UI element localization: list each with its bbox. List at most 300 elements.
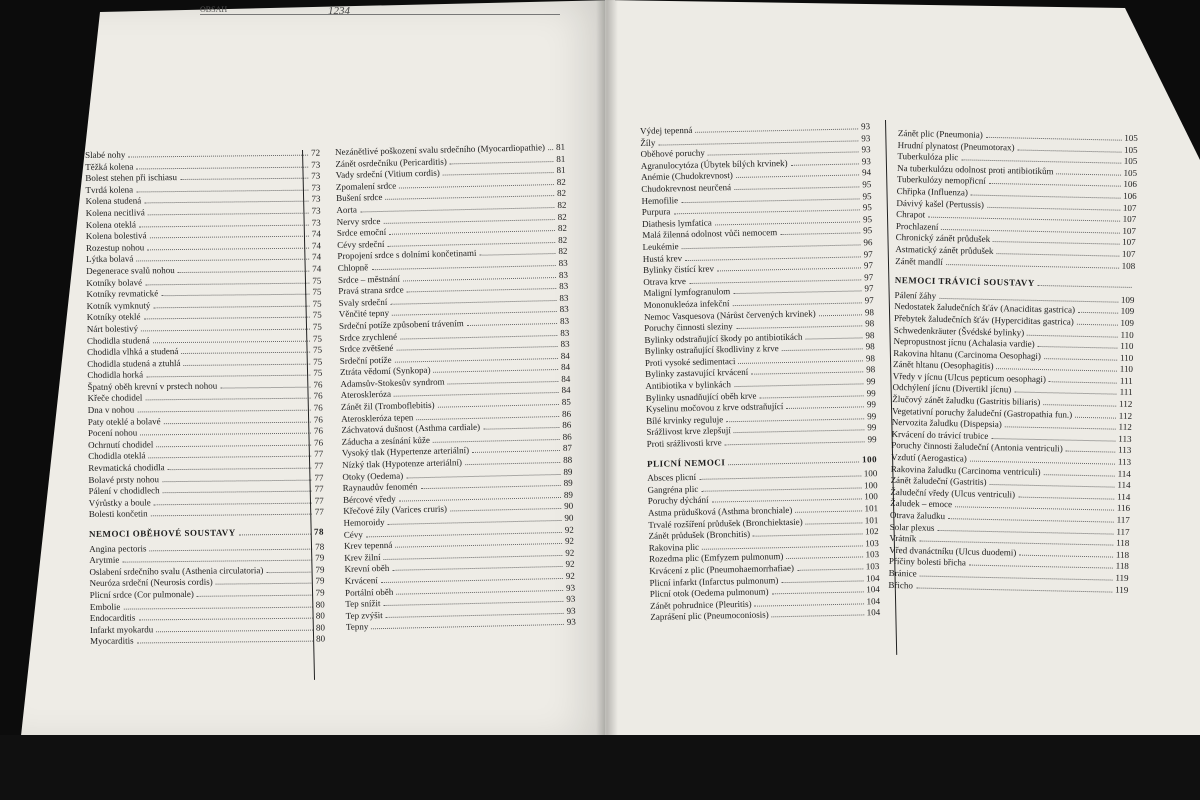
toc-entry-title: Infarkt myokardu — [89, 624, 154, 635]
toc-entry-title: Křeče chodidel — [87, 392, 143, 404]
dot-leader — [472, 444, 560, 453]
toc-entry-title: Poruchy dýchání — [647, 495, 709, 507]
toc-page-number: 103 — [865, 549, 880, 560]
toc-entry-title: Astma průdušková (Asthma bronchiale) — [648, 504, 793, 518]
toc-entry-title: Tvrdá kolena — [85, 184, 134, 195]
dot-leader — [381, 572, 563, 583]
toc-page-number: 76 — [313, 402, 323, 413]
dot-leader — [467, 317, 557, 326]
dot-leader — [465, 456, 560, 465]
toc-entry-title: Svaly srdeční — [338, 296, 388, 308]
toc-page-number: 76 — [313, 414, 323, 425]
dot-leader — [387, 514, 561, 525]
toc-entry-title: Krvácení do trávicí trubice — [891, 428, 989, 441]
toc-page-number: 83 — [560, 338, 570, 350]
toc-page-number: 113 — [1117, 456, 1132, 467]
dot-leader — [136, 253, 309, 262]
dot-leader — [795, 504, 861, 512]
dot-leader — [955, 501, 1114, 511]
toc-page-number: 73 — [311, 193, 321, 205]
dot-leader — [181, 346, 310, 354]
dot-leader — [396, 340, 557, 351]
toc-page-number: 90 — [564, 512, 574, 523]
toc-page-number: 82 — [557, 211, 567, 222]
toc-entry-title: Zánět osrdečníku (Pericarditis) — [335, 156, 447, 169]
toc-page-number: 98 — [865, 341, 875, 352]
toc-entry-title: Vrátník — [889, 533, 917, 544]
toc-page-number: 84 — [561, 385, 571, 396]
toc-page-number: 107 — [1122, 225, 1137, 236]
toc-page-number: 82 — [558, 234, 568, 245]
toc-entry-title: Odchýlení jícnu (Divertikl jícnu) — [892, 382, 1012, 395]
dot-leader — [736, 319, 863, 329]
toc-page-number: 79 — [315, 587, 325, 598]
toc-column-4 — [888, 128, 1138, 596]
toc-page-number: 75 — [312, 275, 322, 286]
dot-leader — [1066, 445, 1116, 453]
toc-page-number: 86 — [562, 419, 572, 431]
toc-page-number: 76 — [313, 425, 324, 436]
toc-entry-title: Nervozita žaludku (Dispepsia) — [891, 417, 1002, 430]
toc-page-number: 110 — [1120, 329, 1134, 340]
toc-entry-title: Astmatický zánět průdušek — [895, 243, 994, 256]
dot-leader — [220, 381, 310, 389]
toc-entry-title: Chudokrevnost neurčená — [641, 182, 732, 194]
toc-entry-title: Hrudní plynatost (Pneumotorax) — [897, 139, 1015, 153]
toc-page-number: 77 — [314, 495, 324, 506]
toc-entry-title: Na tuberkulózu odolnost proti antibiotikům — [897, 162, 1054, 177]
toc-entry-title: Poruchy činnosti žaludeční (Antonia ventriculi) — [891, 440, 1063, 454]
toc-page-number: 73 — [311, 159, 321, 170]
toc-page-number: 118 — [1115, 549, 1130, 560]
toc-page-number: 106 — [1123, 190, 1137, 201]
toc-page-number: 107 — [1121, 248, 1136, 259]
toc-entry-title: NEMOCI OBĚHOVÉ SOUSTAVY — [88, 527, 236, 539]
toc-entry-title: Žaludek – emoce — [890, 498, 953, 510]
dot-leader — [147, 241, 309, 250]
dot-leader — [1043, 468, 1114, 476]
toc-page-number: 75 — [313, 367, 323, 378]
dot-leader — [1057, 167, 1121, 175]
dot-leader — [216, 577, 313, 585]
toc-entry-title: Portální oběh — [344, 586, 394, 598]
dot-leader — [996, 247, 1119, 257]
toc-entry-title: Srdce zvětšené — [339, 342, 394, 355]
toc-entry-title: Paty oteklé a bolavé — [87, 415, 161, 427]
dot-leader — [754, 597, 863, 606]
toc-page-number: 104 — [866, 607, 881, 618]
toc-entry-title: Bílé krvinky reguluje — [646, 414, 724, 426]
dot-leader — [392, 305, 557, 316]
toc-entry-title: Pálení v chodidlech — [88, 485, 160, 497]
dot-leader — [399, 491, 561, 502]
toc-page-number: 75 — [313, 356, 323, 367]
toc-page-number: 105 — [1124, 132, 1138, 144]
dot-leader — [920, 570, 1113, 581]
toc-entry-title: Proti srážlivosti krve — [646, 437, 722, 449]
toc-page-number: 106 — [1123, 179, 1137, 190]
toc-page-number: 82 — [556, 176, 566, 187]
toc-page-number: 97 — [863, 248, 873, 259]
toc-page-number: 78 — [315, 541, 325, 552]
dot-leader — [780, 227, 860, 236]
dot-leader — [948, 512, 1114, 522]
toc-page-number: 75 — [312, 321, 322, 332]
toc-page-number: 117 — [1116, 526, 1130, 537]
toc-page-number: 81 — [556, 153, 566, 164]
dot-leader — [970, 455, 1115, 465]
toc-page-number: 118 — [1115, 561, 1129, 572]
toc-page-number: 73 — [311, 182, 321, 193]
toc-entry-title: Angina pectoris — [89, 542, 147, 554]
dot-leader — [673, 204, 860, 215]
toc-page-number: 93 — [566, 617, 576, 628]
toc-entry-title: Mononukleóza infekční — [643, 298, 730, 310]
toc-entry-title: Maligní lymfogranulom — [643, 286, 731, 299]
toc-page-number: 113 — [1118, 433, 1132, 444]
dot-leader — [399, 178, 554, 189]
toc-page-number: 107 — [1122, 202, 1137, 213]
toc-entry-title: Tepny — [345, 621, 369, 633]
dot-leader — [708, 146, 859, 156]
toc-page-number: 89 — [563, 477, 573, 489]
toc-page-number: 114 — [1117, 479, 1131, 491]
dot-leader — [164, 415, 311, 424]
dot-leader — [163, 485, 312, 494]
toc-entry-title: Přebytek žaludečních šťáv (Hyperciditas gastrica) — [893, 312, 1074, 327]
dot-leader — [416, 410, 559, 420]
toc-entry-title: Zánět mandlí — [895, 255, 944, 267]
toc-entry-title: Ztráta vědomí (Synkopa) — [339, 365, 431, 378]
toc-entry-title: Kotník vymknutý — [86, 300, 151, 311]
dot-leader — [1005, 421, 1116, 430]
toc-page-number: 84 — [560, 350, 570, 361]
toc-entry-title: Zpomalení srdce — [335, 180, 397, 192]
toc-entry-title: Výrůstky a boule — [88, 497, 151, 508]
dot-leader — [658, 134, 858, 145]
toc-entry-title: Příčiny bolesti břicha — [888, 556, 966, 568]
toc-entry-title: Výdej tepenná — [640, 124, 693, 136]
dot-leader — [150, 230, 309, 239]
toc-page-number: 103 — [865, 561, 880, 572]
toc-entry-title: Tep zvýšit — [345, 609, 383, 621]
dot-leader — [145, 276, 309, 285]
toc-entry-title: Chodidla studená — [86, 334, 150, 346]
toc-page-number: 74 — [311, 228, 321, 239]
dot-leader — [153, 334, 310, 343]
toc-page-number: 82 — [556, 188, 567, 199]
toc-entry-title: Rakovina žaludku (Carcinoma ventriculi) — [890, 463, 1041, 477]
toc-page-number: 95 — [863, 225, 873, 236]
dot-leader — [928, 211, 1120, 222]
dot-leader — [138, 612, 313, 621]
toc-page-number: 82 — [557, 199, 567, 210]
toc-page-number: 75 — [312, 286, 322, 297]
dot-leader — [941, 223, 1119, 234]
dot-leader — [394, 386, 559, 397]
toc-page-number: 80 — [315, 610, 325, 621]
dot-leader — [154, 496, 312, 505]
toc-entry-title: Zánět pohrudnice (Pleuritis) — [649, 598, 752, 611]
toc-entry-title: Pálení žáhy — [894, 289, 937, 301]
toc-entry-title: Bércové vředy — [342, 493, 396, 505]
toc-page-number: 93 — [566, 593, 576, 605]
dot-leader — [396, 584, 563, 595]
dot-leader — [751, 366, 863, 375]
dot-leader — [806, 516, 862, 524]
dot-leader — [971, 189, 1120, 199]
dot-leader — [990, 478, 1115, 488]
dot-leader — [161, 288, 309, 297]
toc-page-number: 75 — [313, 344, 323, 355]
toc-entry-title: Zánět žaludeční (Gastritis) — [890, 475, 987, 488]
dot-leader — [387, 236, 555, 247]
toc-page-number: 88 — [563, 454, 573, 465]
toc-page-number: 77 — [314, 448, 324, 460]
toc-page-number: 81 — [556, 164, 566, 176]
dot-leader — [781, 574, 863, 583]
dot-leader — [734, 180, 859, 190]
dot-leader — [143, 311, 309, 320]
dot-leader — [162, 473, 312, 482]
dot-leader — [728, 455, 859, 465]
toc-entry-title: Bylinky odstraňující škody po antibiotikách — [644, 331, 803, 345]
dot-leader — [483, 421, 559, 430]
toc-page-number: 92 — [564, 524, 574, 535]
dot-leader — [689, 273, 861, 284]
dot-leader — [1078, 306, 1118, 314]
dot-leader — [146, 369, 310, 378]
toc-page-number: 98 — [865, 353, 876, 364]
toc-page-number: 111 — [1119, 387, 1133, 398]
toc-page-number: 99 — [866, 387, 876, 398]
toc-entry-title: Záchvatová dušnost (Asthma cardiale) — [341, 422, 481, 436]
dot-leader — [183, 357, 310, 365]
toc-entry-title: Endocarditis — [89, 612, 136, 624]
toc-entry-title: Oslabení srdečního svalu (Asthenia circulatoria) — [89, 564, 264, 577]
toc-page-number: 100 — [863, 479, 878, 491]
dot-leader — [383, 213, 554, 224]
toc-page-number: 98 — [866, 364, 876, 375]
dot-leader — [989, 177, 1121, 187]
toc-page-number: 100 — [861, 453, 878, 465]
toc-entry-title: Krev tepenná — [343, 539, 393, 552]
toc-entry-title: Plicní srdce (Cor pulmonale) — [89, 588, 194, 600]
toc-entry-title: Ochrnutí chodidel — [88, 439, 154, 450]
toc-page-number: 98 — [864, 306, 875, 317]
dot-leader — [433, 433, 560, 443]
toc-entry-title: Kotníky bolavé — [86, 276, 143, 288]
dot-leader — [734, 377, 864, 387]
dot-leader — [420, 479, 560, 489]
toc-page-number: 74 — [312, 263, 322, 274]
dot-leader — [383, 549, 562, 560]
toc-page-number: 109 — [1120, 317, 1135, 328]
toc-entry-title: Nepropustnost jícnu (Achalasia vardie) — [893, 336, 1035, 350]
toc-entry-title: Nárt bolestivý — [86, 323, 139, 334]
dot-leader — [123, 600, 313, 609]
dot-leader — [695, 122, 858, 132]
toc-entry-title: PLICNÍ NEMOCI — [646, 456, 726, 469]
toc-page-number: 103 — [865, 537, 879, 549]
dot-leader — [1018, 143, 1122, 152]
toc-page-number: 114 — [1117, 491, 1131, 502]
toc-entry-title: Oběhové poruchy — [640, 147, 705, 160]
toc-entry-title: Nedostatek žaludečních šťáv (Anaciditas gastrica) — [894, 301, 1076, 316]
toc-page-number: 114 — [1117, 468, 1131, 479]
dot-leader — [437, 398, 558, 408]
dot-leader — [385, 189, 554, 200]
dot-leader — [479, 247, 555, 256]
toc-page-number: 111 — [1119, 375, 1133, 386]
toc-page-number: 104 — [866, 584, 880, 595]
dot-leader — [786, 551, 862, 560]
dot-leader — [759, 389, 863, 398]
dot-leader — [139, 218, 309, 227]
toc-page-number: 76 — [314, 437, 324, 448]
toc-entry-title: Rozedma plic (Emfyzem pulmonum) — [648, 551, 784, 565]
toc-entry-title: Nervy srdce — [336, 215, 381, 227]
toc-page-number: 89 — [563, 466, 573, 477]
toc-page-number: 99 — [867, 434, 877, 445]
toc-entry-title: Otrava žaludku — [889, 509, 946, 522]
toc-page-number: 83 — [558, 257, 568, 268]
toc-entry-title: Absces plicní — [647, 472, 697, 484]
toc-entry-title: Dna v nohou — [87, 404, 135, 416]
dot-leader — [726, 412, 864, 422]
toc-page-number: 119 — [1115, 572, 1129, 583]
toc-page-number: 96 — [863, 237, 873, 248]
toc-entry-title: Gangréna plic — [647, 483, 699, 495]
toc-entry-title: Žlučový zánět žaludku (Gastritis biliaris) — [892, 394, 1041, 408]
toc-entry-title: Malá žilenná odolnost vůči nemocem — [642, 227, 778, 241]
toc-entry-title: Anémie (Chudokrevnost) — [640, 170, 733, 183]
toc-entry-title: Leukémie — [642, 241, 679, 252]
toc-page-number: 99 — [867, 410, 877, 422]
dot-leader — [939, 292, 1118, 303]
toc-column-3 — [640, 121, 880, 624]
toc-entry-title: Krevní oběh — [344, 563, 390, 575]
toc-page-number: 93 — [566, 605, 576, 616]
toc-page-number: 109 — [1120, 294, 1135, 305]
toc-page-number: 73 — [311, 205, 321, 216]
toc-page-number: 97 — [864, 295, 874, 306]
dot-leader — [819, 308, 862, 316]
toc-entry-title: Bylinky čistící krev — [642, 263, 715, 276]
dot-leader — [383, 595, 563, 606]
toc-entry-title: Srdeční potíže — [339, 354, 392, 366]
dot-leader — [443, 166, 554, 176]
dot-leader — [732, 296, 861, 306]
toc-page-number: 84 — [561, 373, 571, 384]
dot-leader — [390, 294, 556, 305]
toc-entry-title: NEMOCI TRÁVICÍ SOUSTAVY — [894, 275, 1035, 289]
dot-leader — [969, 559, 1113, 569]
toc-page-number: 100 — [863, 468, 878, 479]
toc-page-number: 74 — [312, 251, 322, 262]
toc-page-number: 87 — [562, 443, 573, 454]
toc-entry-title: Tuberkulózy nemopřicní — [896, 174, 986, 187]
toc-page-number: 100 — [864, 491, 878, 502]
dot-leader — [1027, 328, 1117, 337]
dot-leader — [156, 623, 313, 632]
toc-entry-title: Vzdutí (Aerogastica) — [891, 451, 967, 464]
dot-leader — [403, 271, 556, 281]
toc-entry-title: Zánět průdušek (Bronchitis) — [648, 528, 751, 542]
toc-entry — [90, 634, 325, 648]
toc-entry-title: Těžká kolena — [85, 161, 134, 172]
toc-page-number: 73 — [311, 170, 321, 181]
dot-leader — [151, 508, 312, 517]
toc-page-number: 83 — [560, 327, 570, 338]
dot-leader — [712, 493, 862, 503]
dot-leader — [937, 524, 1113, 535]
toc-entry-title: Rakovina plic — [648, 541, 700, 553]
dot-leader — [148, 207, 309, 216]
toc-entry-title: Solar plexus — [889, 521, 935, 533]
dot-leader — [797, 562, 863, 570]
toc-entry-title: Bylinky usnadňující oběh krve — [645, 390, 757, 403]
toc-page-number: 92 — [564, 535, 575, 547]
toc-entry-title: Křečové žíly (Varices cruris) — [343, 503, 448, 517]
toc-page-number: 95 — [862, 213, 873, 225]
toc-page-number: 113 — [1118, 445, 1132, 456]
dot-leader — [145, 392, 310, 401]
dot-leader — [916, 581, 1112, 592]
toc-entry-title: Bylinky zastavující krvácení — [645, 367, 749, 380]
toc-page-number: 93 — [565, 582, 576, 593]
toc-entry-title: Proti vysoké sedimentaci — [644, 355, 736, 368]
dot-leader — [736, 169, 859, 179]
book-gutter — [596, 0, 618, 740]
toc-page-number: 97 — [864, 271, 874, 283]
toc-page-number: 82 — [558, 246, 568, 257]
toc-page-number: 118 — [1116, 537, 1130, 549]
toc-entry-title: Propojení srdce s dolními končetinami — [337, 248, 477, 262]
dot-leader — [1044, 352, 1117, 361]
toc-entry-title: Chodidla studená a ztuhlá — [87, 357, 181, 369]
toc-entry-title: Záducha a zesínání kůže — [341, 434, 430, 447]
dot-leader — [168, 462, 312, 471]
dot-leader — [136, 183, 308, 192]
toc-entry-title: Adamsův-Stokesův syndrom — [340, 376, 445, 389]
toc-entry-title: Žíly — [640, 137, 656, 148]
toc-page-number: 102 — [864, 526, 879, 537]
toc-entry-title: Dávivý kašel (Pertussis) — [896, 197, 985, 210]
dot-leader — [450, 155, 554, 164]
dot-leader — [394, 352, 557, 363]
toc-entry-title: Plicní infarkt (Infarctus pulmonum) — [649, 574, 779, 588]
dot-leader — [782, 343, 863, 352]
toc-entry-title: Poruchy činnosti sleziny — [644, 321, 733, 334]
toc-page-number: 98 — [865, 329, 875, 341]
dot-leader — [699, 470, 861, 480]
dot-leader — [548, 143, 553, 150]
toc-entry-title: Hustá krev — [642, 252, 683, 264]
dot-leader — [137, 404, 311, 413]
toc-entry-title: Bušení srdce — [336, 192, 383, 204]
toc-entry-title: Vegetativní poruchy žaludeční (Gastropathia fun.) — [891, 405, 1073, 420]
dot-leader — [1075, 410, 1116, 418]
dot-leader — [148, 450, 311, 459]
toc-page-number: 83 — [559, 315, 570, 326]
toc-entry-title: Chronický zánět průdušek — [895, 232, 991, 245]
toc-page-number: 93 — [861, 132, 871, 143]
dot-leader — [702, 539, 862, 549]
toc-entry-title: Kyselinu močovou z krve odstraňující — [645, 401, 784, 415]
dot-leader — [392, 560, 562, 571]
toc-page-number: 110 — [1119, 363, 1134, 375]
